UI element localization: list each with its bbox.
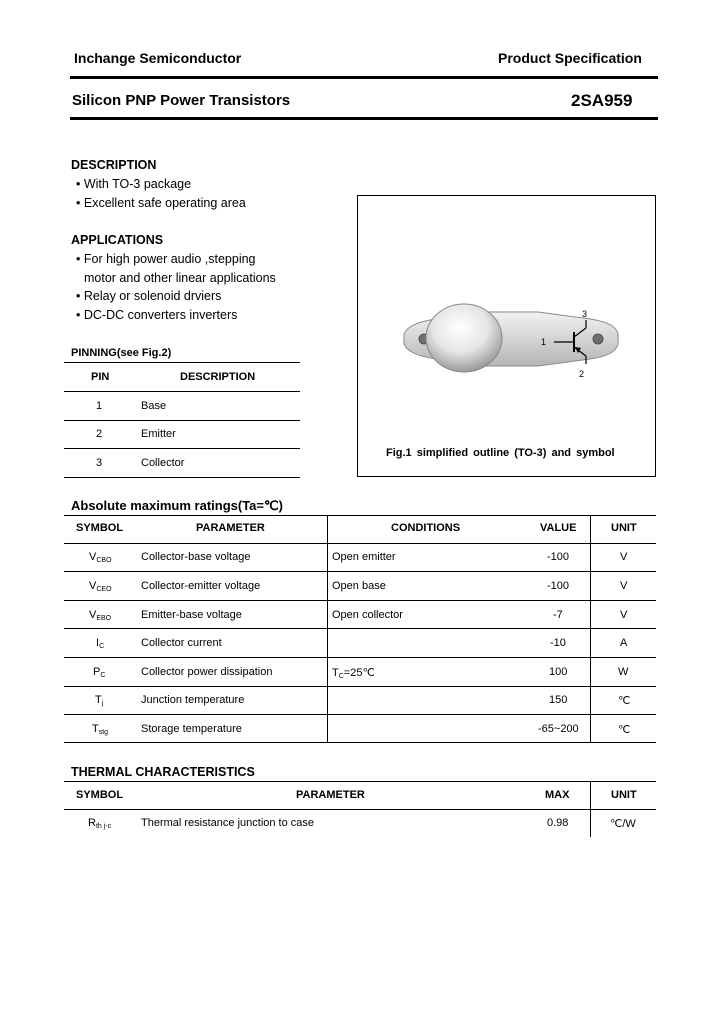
company-name: Inchange Semiconductor [74,50,242,66]
pinning-rule [64,362,300,363]
abs-max-col-value: VALUE [540,522,577,534]
abs-max-unit: ℃ [618,724,631,736]
thermal-col-unit: UNIT [611,789,637,801]
abs-max-unit: W [618,666,629,678]
abs-max-value: 100 [549,666,568,678]
abs-max-vline [590,515,591,543]
abs-max-rule [64,742,656,743]
abs-max-col-unit: UNIT [611,522,637,534]
abs-max-rule [64,657,656,658]
pin-description: Collector [141,457,185,469]
thermal-col-parameter: PARAMETER [296,789,365,801]
abs-max-col-parameter: PARAMETER [196,522,265,534]
abs-max-parameter: Junction temperature [141,694,245,706]
abs-max-parameter: Collector current [141,637,222,649]
thermal-symbol: $R_{th j-c}$ [88,817,112,830]
abs-max-rule [64,686,656,687]
pin-number: 3 [96,457,103,469]
application-item: motor and other linear applications [84,271,276,285]
abs-max-rule [64,628,656,629]
abs-max-value: -65~200 [538,723,579,735]
abs-max-symbol: $V_{EBO}$ [89,609,112,622]
document-type: Product Specification [498,50,642,66]
figure-box [357,195,656,477]
thermal-rule [64,809,656,810]
abs-max-unit: V [620,609,628,621]
abs-max-value: -100 [547,580,570,592]
application-item: • Relay or solenoid drviers [76,289,222,303]
abs-max-unit: A [620,637,628,649]
abs-max-symbol: $I_C$ [96,637,105,650]
pin-number: 2 [96,428,103,440]
abs-max-vline [327,515,328,543]
abs-max-rule [64,600,656,601]
abs-max-value: -100 [547,551,570,563]
abs-max-unit: V [620,580,628,592]
pinning-rule [64,477,300,478]
header-rule-bottom [70,117,658,120]
abs-max-parameter: Collector-emitter voltage [141,580,261,592]
symbol-pin3-label: 3 [582,309,588,319]
description-item: • Excellent safe operating area [76,196,246,210]
pin-description: Emitter [141,428,176,440]
abs-max-symbol: $P_C$ [93,666,106,679]
thermal-max: 0.98 [547,817,569,829]
symbol-pin1-label: 1 [541,337,547,347]
abs-max-vline [590,543,591,743]
abs-max-symbol: $T_j$ [95,694,104,707]
applications-heading: APPLICATIONS [71,233,164,247]
abs-max-symbol: $V_{CEO}$ [89,580,112,593]
abs-max-unit: V [620,551,628,563]
abs-max-parameter: Storage temperature [141,723,242,735]
part-number: 2SA959 [571,91,633,110]
thermal-rule [64,781,656,782]
header-rule-top [70,76,658,79]
abs-max-condition: $T_C=25℃$ [332,667,375,680]
abs-max-value: -10 [550,637,566,649]
thermal-heading: THERMAL CHARACTERISTICS [71,765,255,779]
pinning-col-desc: DESCRIPTION [180,371,256,383]
abs-max-vline [327,543,328,743]
pinning-rule [64,448,300,449]
abs-max-unit: ℃ [618,695,631,707]
thermal-unit: ℃/W [610,818,636,830]
abs-max-condition: Open emitter [332,551,396,563]
pinning-rule [64,391,300,392]
abs-max-parameter: Emitter-base voltage [141,609,242,621]
abs-max-value: -7 [553,609,563,621]
abs-max-symbol: $V_{CBO}$ [89,551,112,564]
thermal-parameter: Thermal resistance junction to case [141,817,315,829]
abs-max-rule [64,543,656,544]
abs-max-heading: Absolute maximum ratings(Ta=℃) [71,498,283,513]
abs-max-rule [64,571,656,572]
application-item: • For high power audio ,stepping [76,252,256,266]
abs-max-condition: Open collector [332,609,403,621]
description-item: • With TO-3 package [76,177,192,191]
abs-max-col-symbol: SYMBOL [76,522,124,534]
description-heading: DESCRIPTION [71,158,157,172]
thermal-col-symbol: SYMBOL [76,789,124,801]
product-title: Silicon PNP Power Transistors [72,92,291,109]
thermal-col-max: MAX [545,789,570,801]
application-item: • DC-DC converters inverters [76,308,238,322]
pin-description: Base [141,400,167,412]
symbol-pin2-label: 2 [579,369,585,379]
thermal-vline [590,781,591,837]
abs-max-rule [64,714,656,715]
abs-max-value: 150 [549,694,568,706]
abs-max-col-conditions: CONDITIONS [391,522,461,534]
abs-max-rule [64,515,656,516]
abs-max-parameter: Collector power dissipation [141,666,273,678]
pin-number: 1 [96,400,103,412]
abs-max-condition: Open base [332,580,386,592]
pinning-rule [64,420,300,421]
pinning-col-pin: PIN [91,371,110,383]
figure-caption: Fig.1 simplified outline (TO-3) and symbol [386,447,615,459]
abs-max-parameter: Collector-base voltage [141,551,251,563]
abs-max-symbol: $T_{stg}$ [92,723,109,736]
pinning-heading: PINNING(see Fig.2) [71,347,172,359]
